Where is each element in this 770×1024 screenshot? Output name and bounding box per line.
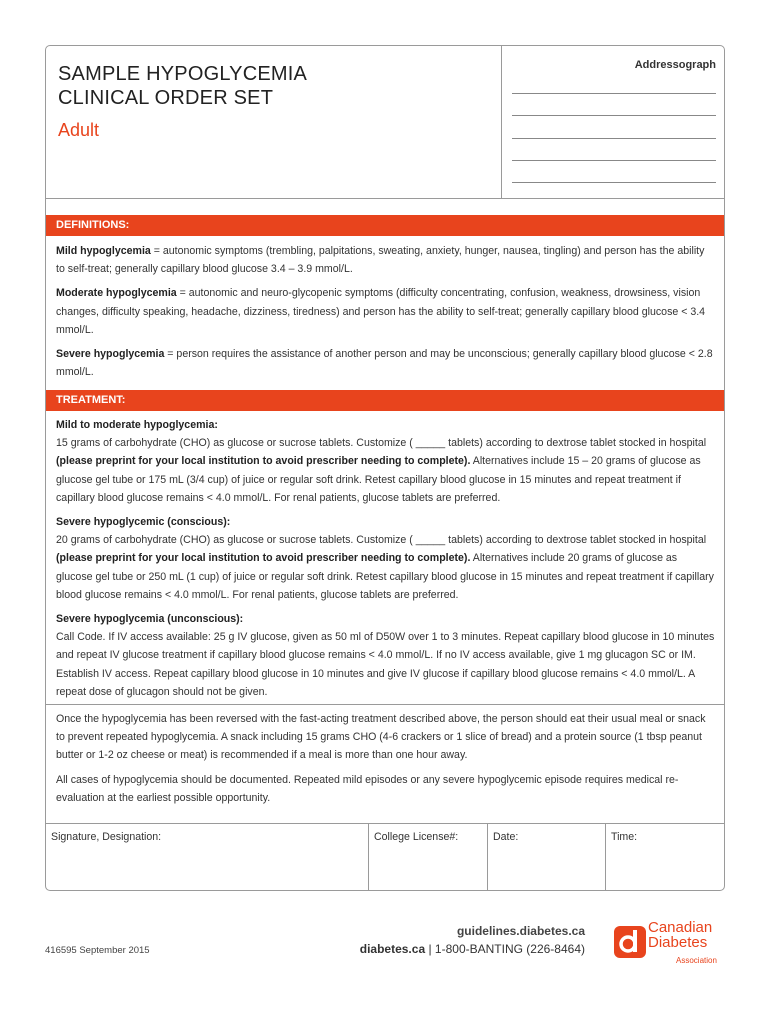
treatment-subheading: Severe hypoglycemia (unconscious): (56, 613, 244, 626)
logo-association: Association (676, 956, 717, 965)
treatment-text: Call Code. If IV access available: 25 g IV glucose, given as 50 ml of D50W over 1 to 3 minutes. Repeat capillary blood glucose in 10 minutes and repeat IV glucose treatment if capillary blood glucose remains < 4.0 mmol/L. If no IV access available, give 1 mg glucagon SC or IM. Establish IV access. Repeat capillary blood glucose in 10 minutes and give IV glucose if capillary blood glucose remains < 4.0 mmol/L. A repeat dose of glucagon should not be given. (56, 631, 715, 698)
cda-logo-text (648, 920, 712, 950)
addressograph-line[interactable] (512, 115, 716, 116)
title-line-2: CLINICAL ORDER SET (58, 87, 274, 109)
time-label: Time: (611, 831, 638, 843)
signature-row (46, 823, 724, 891)
definition-term: Mild hypoglycemia (56, 245, 151, 257)
addressograph-label: Addressograph (634, 59, 716, 71)
signature-label: Signature, Designation: (51, 831, 162, 843)
contact-line (360, 942, 585, 956)
treatment-section (56, 416, 716, 707)
treatment-severe-unconscious (56, 610, 716, 701)
signature-field[interactable] (46, 824, 368, 891)
section-divider (46, 704, 724, 705)
addressograph-box (501, 46, 725, 198)
treatment-mild (56, 416, 716, 507)
order-set-form (45, 45, 725, 891)
page-title (58, 62, 307, 110)
separator: | (425, 942, 435, 956)
definition-text: = person requires the assistance of another person and may be unconscious; generally capillary blood glucose < 2.8 mmol/L. (56, 348, 713, 379)
definition-severe (56, 345, 716, 381)
treatment-text: Alternatives include 20 grams of glucose as glucose gel tube or 250 mL (1 cup) of juice or regular soft drink. Retest capillary blood glucose in 15 minutes and repeat treatment if capillary blood glucose remains < 4.0 mmol/L. For renal patients, glucose tablets are preferred. (56, 552, 714, 601)
date-field[interactable] (487, 824, 605, 891)
definition-text: = autonomic symptoms (trembling, palpitations, sweating, anxiety, hunger, nausea, tingling) and person has the ability to self-treat; generally capillary blood glucose 3.4 – 3.9 mmol/L. (56, 245, 705, 276)
treatment-text: 15 grams of carbohydrate (CHO) as glucose or sucrose tablets. Customize ( _____ tablets) according to dextrose tablet stocked in hospital (56, 437, 707, 450)
treatment-heading: TREATMENT: (46, 390, 724, 411)
time-field[interactable] (605, 824, 725, 891)
treatment-text: Alternatives include 15 – 20 grams of glucose as glucose gel tube or 175 mL (3/4 cup) of juice or regular soft drink. Retest capillary blood glucose in 15 minutes and repeat treatment if capillary blood glucose remains < 4.0 mmol/L. For renal patients, glucose tablets are preferred. (56, 455, 701, 504)
treatment-subheading: Mild to moderate hypoglycemia: (56, 419, 218, 431)
note-paragraph: All cases of hypoglycemia should be documented. Repeated mild episodes or any severe hypoglycemic episode requires medical re-evaluation at the earliest possible opportunity. (56, 773, 679, 804)
definition-text: = autonomic and neuro-glycopenic symptoms (difficulty concentrating, confusion, weakness, drowsiness, vision changes, difficulty speaking, headache, dizziness, tiredness) and person has the ability to self-treat; generally capillary blood glucose < 3.4 mmol/L. (56, 287, 706, 336)
definition-mild (56, 242, 716, 278)
addressograph-line[interactable] (512, 182, 716, 183)
diabetes-link[interactable]: diabetes.ca (359, 942, 426, 956)
logo-line: Canadian (648, 919, 713, 936)
treatment-severe-conscious (56, 513, 716, 604)
license-label: College License#: (374, 831, 459, 843)
page-subtitle: Adult (58, 120, 100, 140)
footer-links (360, 924, 585, 956)
notes-section (56, 710, 716, 813)
definition-term: Severe hypoglycemia (56, 348, 165, 361)
college-license-field[interactable] (368, 824, 487, 891)
note-paragraph: Once the hypoglycemia has been reversed with the fast-acting treatment described above, the person should eat their usual meal or snack to prevent repeated hypoglycemia. A snack including 15 grams CHO (4-6 crackers or 1 slice of bread) and a protein source (1 tbsp peanut butter or 1-2 oz cheese or meat) is recommended if a meal is more than one hour away. (56, 713, 706, 762)
addressograph-line[interactable] (512, 138, 716, 139)
definition-moderate (56, 284, 716, 339)
cda-logo-icon (614, 926, 646, 958)
form-header (46, 46, 724, 199)
treatment-bold-note: (please preprint for your local institution to avoid prescriber needing to complete). (56, 455, 471, 468)
treatment-text: 20 grams of carbohydrate (CHO) as glucose or sucrose tablets. Customize ( _____ tablets) according to dextrose tablet stocked in hospital (56, 534, 707, 547)
definition-term: Moderate hypoglycemia (56, 287, 177, 300)
title-line-1: SAMPLE HYPOGLYCEMIA (58, 63, 308, 85)
definitions-heading: DEFINITIONS: (46, 215, 724, 236)
definitions-section (56, 242, 716, 387)
phone-number: 1-800-BANTING (226-8464) (434, 942, 585, 956)
addressograph-line[interactable] (512, 160, 716, 161)
cda-logo (614, 920, 729, 968)
treatment-bold-note: (please preprint for your local institution to avoid prescriber needing to complete). (56, 552, 471, 565)
addressograph-line[interactable] (512, 93, 716, 94)
treatment-subheading: Severe hypoglycemic (conscious): (56, 516, 231, 529)
date-label: Date: (493, 831, 519, 843)
guidelines-link[interactable]: guidelines.diabetes.ca (456, 924, 585, 938)
logo-line: Diabetes (648, 934, 708, 951)
form-code: 416595 September 2015 (45, 945, 150, 956)
